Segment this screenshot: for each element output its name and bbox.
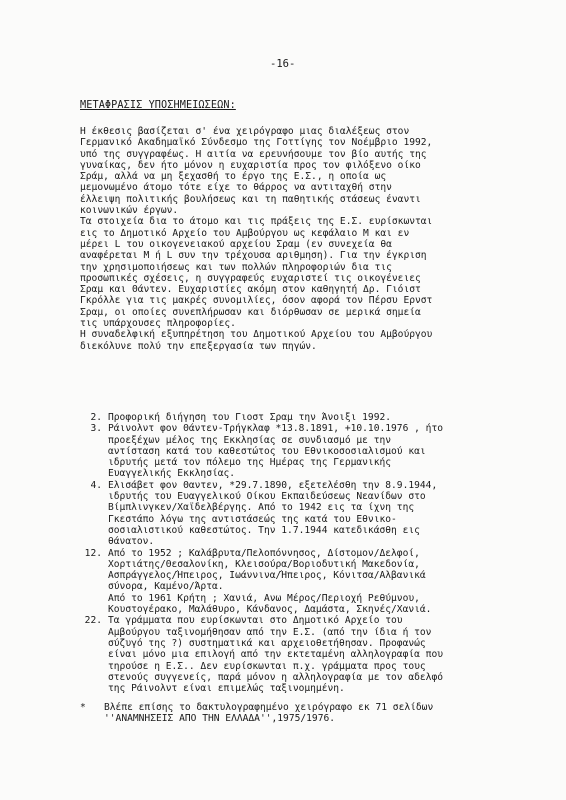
footnote-item <box>80 412 530 423</box>
asterisk-note-line: Βλέπε επίσης το δακτυλογραφημένο χειρόγραφο εκ 71 σελίδων <box>104 702 434 713</box>
footnote-item <box>80 548 530 616</box>
footnote-item <box>80 480 530 548</box>
footnote-text <box>108 615 530 694</box>
intro-line: έλλειψη πολιτικής βουλήσεως και τη παθητικής στάσεως έναντι <box>80 193 421 205</box>
footnote-line: σύζυγό της ?) συστηματικά και αρχειοθετήθησαν. Προφανώς <box>108 637 426 649</box>
footnote-line: Ευαγγελικής Εκκλησίας. <box>108 468 236 480</box>
intro-line: Η συναδελφική εξυπηρέτηση του Δημοτικού Αρχείου του Αμβούργου <box>80 329 433 341</box>
footnote-line: τηρούσε η Ε.Σ.. Δεν ευρίσκωνται π.χ. γράμματα προς τους <box>108 660 426 672</box>
footnote-line: σοσιαλιστικού καθεστώτος. Την 1.7.1944 κατεδικάσθη εις <box>108 524 420 536</box>
intro-line: Γκρόλλε για τις μακρές συνομιλίες, όσον αφορά τον Πέρσυ Ερνστ <box>80 295 433 307</box>
intro-line: Σραμ και Θάντεν. Ευχαριστίες ακόμη στον καθηγητή Δρ. Γιόιστ <box>80 284 421 296</box>
footnote-number: 4. <box>90 479 102 491</box>
footnote-line: είναι μόνο μια επιλογή από την εκτεταμένη αλληλογραφία που <box>108 649 444 661</box>
intro-line: τις υπάρχουσες πληροφορίες. <box>80 318 236 330</box>
footnote-line: αντίσταση κατά του καθεστώτος του Εθνικοσοσιαλισμού και <box>108 445 426 457</box>
intro-line: μεμονωμένο άτομο τότε είχε το θάρρος να αντιταχθή στην <box>80 182 392 194</box>
footnote-item <box>80 423 530 479</box>
footnote-number: 22. <box>84 615 102 627</box>
footnote-text <box>108 548 530 616</box>
intro-line: προσωπικές σχέσεις, η συγγραφεύς ευχαριστεί τις οικογένειες <box>80 272 421 284</box>
footnote-line: Ελισάβετ φον Θαντεν, *29.7.1890, εξετελέσθη την 8.9.1944, <box>108 479 438 491</box>
intro-line: την χρησιμοποιήσεως και των πολλών πληροφοριών δια τις <box>80 261 392 273</box>
footnote-line: ιδρυτής του Ευαγγελικού Οίκου Εκπαιδεύσεως Νεανίδων στο <box>108 491 426 503</box>
intro-paragraphs <box>80 126 516 352</box>
footnote-line: Τα γράμματα που ευρίσκωνται στο Δημοτικό Αρχείο του <box>108 615 403 627</box>
intro-line: μέρει L του οικογενειακού αρχείου Σραμ (εν συνεχεία θα <box>80 238 392 250</box>
footnote-text <box>108 480 530 548</box>
intro-line: γυναίκας, δεν ήτο μόνον η ευχαριστία προς τον φιλόξενο οίκο <box>80 159 421 171</box>
footnote-line: Από το 1952 ; Καλάβρυτα/Πελοπόννησος, Δίστομον/Δελφοί, <box>108 547 420 559</box>
page-number: -16- <box>270 58 296 70</box>
footnote-line: Χορτιάτης/Θεσαλονίκη, Κλεισούρα/Βοριοδυτική Μακεδονία, <box>108 558 420 570</box>
footnotes-list <box>80 412 530 694</box>
footnote-text <box>108 423 530 479</box>
intro-line: Σραμ, οι οποίες συνεπλήρωσαν και διόρθωσαν σε μερικά σημεία <box>80 306 421 318</box>
footnote-line: Από το 1961 Κρήτη ; Χανιά, Ανω Μέρος/Περιοχή Ρεθύμνου, <box>108 592 420 604</box>
footnote-line: ιδρυτής μετά τον πόλεμο της Ημέρας της Γερμανικής <box>108 457 392 469</box>
intro-line: Η έκθεσις βασίζεται σ' ένα χειρόγραφο μιας διαλέξεως στον <box>80 126 410 137</box>
intro-line: υπό της συγγραφέως. Η αιτία να ερευνήσουμε τον βίο αυτής της <box>80 148 427 160</box>
footnote-number: 3. <box>90 423 102 435</box>
intro-line: διεκόλυνε πολύ την επεξεργασία των πηγών. <box>80 340 317 352</box>
footnote-line: Βίμπλινγκεν/Χαϊδελβέργης. Από το 1942 εις τα ίχνη της <box>108 502 415 514</box>
footnote-line: Ασπράγγελος/Ήπειρος, Ιωάννινα/Ήπειρος, Κόνιτσα/Αλβανικά <box>108 570 426 582</box>
footnote-line: στενούς συγγενείς, παρά μόνον η αλληλογραφία με τον αδελφό <box>108 671 444 683</box>
footnote-line: σύνορα, Καμένο/Άρτα. <box>108 581 224 593</box>
footnote-item <box>80 615 530 694</box>
footnote-line: Κουστογέρακο, Μαλάθυρο, Κάνδανος, Δαμάστα, Σκηνές/Χανιά. <box>108 604 432 616</box>
intro-line: Σράμ, αλλά να μη ξεχασθή το έργο της Ε.Σ., η οποία ως <box>80 171 387 183</box>
section-heading: ΜΕΤΑΦΡΑΣΙΣ ΥΠΟΣΗΜΕΙΩΣΕΩΝ: <box>80 100 236 111</box>
intro-line: αναφέρεται Μ ή L συν την τρέχουσα αριθμηση). Για την έγκριση <box>80 250 427 262</box>
intro-line: εις το Δημοτικό Αρχείο του Αμβούργου ως κεφάλαιο Μ και εν <box>80 227 410 239</box>
footnote-line: προεξέχων μέλος της Εκκλησίας σε συνδιασμό με την <box>108 434 392 446</box>
asterisk-mark: * <box>80 702 86 713</box>
footnote-line: Ράινολντ φον Θάντεν-Τρήγκλαφ *13.8.1891, +10.10.1976 , ήτο <box>108 423 444 435</box>
footnote-text <box>108 412 530 423</box>
footnote-line: Προφορική διήγηση του Γιοστ Σραμ την Άνοιξι 1992. <box>108 412 392 423</box>
footnote-line: Αμβούργου ταξινομήθησαν από την Ε.Σ. (από την ίδια ή τον <box>108 626 432 638</box>
footnote-line: θάνατον. <box>108 536 155 548</box>
intro-line: Τα στοιχεία δια το άτομο και τις πράξεις της Ε.Σ. ευρίσκωνται <box>80 216 433 228</box>
footnote-number: 2. <box>90 412 102 423</box>
footnote-line: της Ράινολντ είναι επιμελώς ταξινομημένη. <box>108 683 345 695</box>
asterisk-note-line: ''ΑΝΑΜΝΗΣΕΙΣ ΑΠΟ ΤΗΝ ΕΛΛΑΔΑ'',1975/1976. <box>104 713 336 725</box>
footnote-number: 12. <box>84 547 102 559</box>
footnote-line: Γκεστάπο λόγω της αντιστάσεώς της κατά του Εθνικο- <box>108 513 397 525</box>
intro-line: Γερμανικό Ακαδημαϊκό Σύνδεσμο της Γοττίγης τον Νοέμβριο 1992, <box>80 137 433 149</box>
asterisk-note-text <box>104 702 433 725</box>
intro-line: κοινωνικών έργων. <box>80 205 179 217</box>
